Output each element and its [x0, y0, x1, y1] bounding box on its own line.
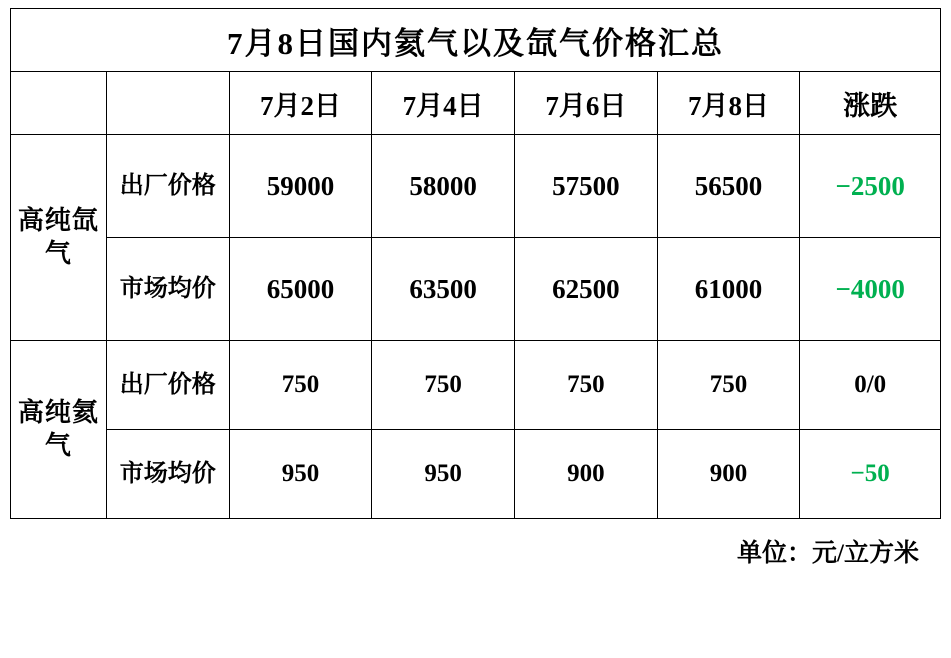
- group-label-xenon: 高纯氙气: [11, 135, 107, 341]
- header-row: [11, 72, 941, 135]
- price-value: 57500: [515, 135, 658, 238]
- kind-label: 市场均价: [106, 430, 229, 519]
- kind-label: 市场均价: [106, 238, 229, 341]
- change-value: −50: [800, 430, 941, 519]
- header-date-2: 7月4日: [372, 72, 515, 135]
- title-row: [11, 9, 941, 72]
- unit-note: 单位：元/立方米: [737, 540, 919, 567]
- page-title: 7月8日国内氦气以及氙气价格汇总: [11, 9, 941, 72]
- price-value: 750: [229, 341, 372, 430]
- price-value: 900: [515, 430, 658, 519]
- table-row: [11, 341, 941, 430]
- change-value: −2500: [800, 135, 941, 238]
- price-value: 750: [657, 341, 800, 430]
- price-value: 62500: [515, 238, 658, 341]
- header-date-1: 7月2日: [229, 72, 372, 135]
- price-value: 65000: [229, 238, 372, 341]
- price-value: 750: [372, 341, 515, 430]
- price-value: 950: [372, 430, 515, 519]
- table-row: [11, 430, 941, 519]
- change-value: −4000: [800, 238, 941, 341]
- header-date-3: 7月6日: [515, 72, 658, 135]
- table-row: [11, 238, 941, 341]
- price-value: 63500: [372, 238, 515, 341]
- header-date-4: 7月8日: [657, 72, 800, 135]
- header-change: 涨跌: [800, 72, 941, 135]
- price-value: 61000: [657, 238, 800, 341]
- kind-label: 出厂价格: [106, 135, 229, 238]
- table-row: [11, 135, 941, 238]
- change-value: 0/0: [800, 341, 941, 430]
- kind-label: 出厂价格: [106, 341, 229, 430]
- header-group-blank: [11, 72, 107, 135]
- group-label-helium: 高纯氦气: [11, 341, 107, 519]
- header-kind-blank: [106, 72, 229, 135]
- price-value: 750: [515, 341, 658, 430]
- price-value: 58000: [372, 135, 515, 238]
- price-table: [10, 8, 941, 519]
- price-value: 900: [657, 430, 800, 519]
- price-value: 950: [229, 430, 372, 519]
- price-value: 59000: [229, 135, 372, 238]
- price-value: 56500: [657, 135, 800, 238]
